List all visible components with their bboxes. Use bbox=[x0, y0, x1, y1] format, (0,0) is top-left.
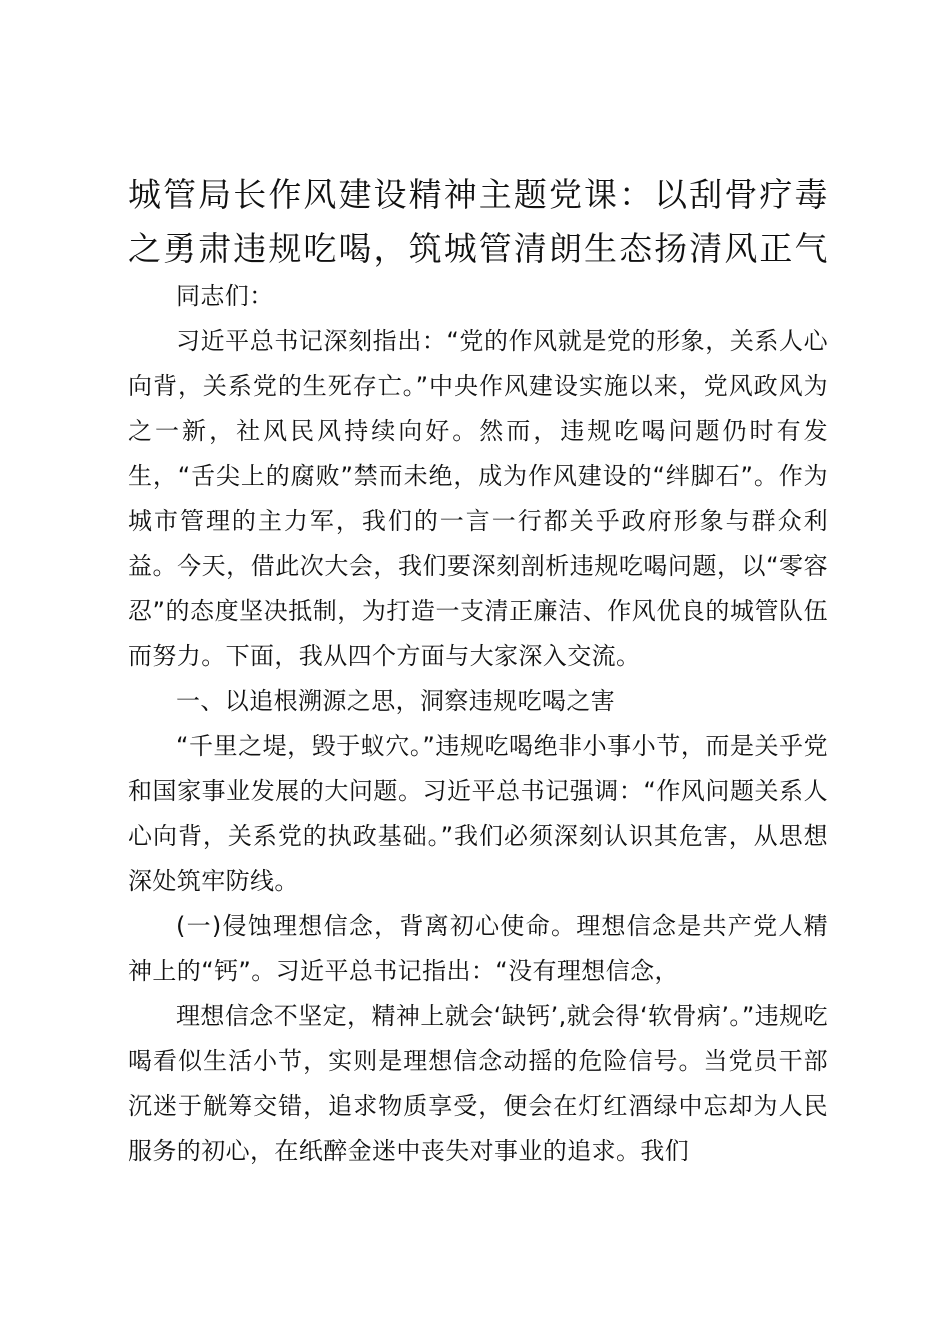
continuation-paragraph: 理想信念不坚定，精神上就会‘缺钙’,就会得‘软骨病’。”违规吃喝看似生活小节，实则是理想信念动摇的危险信号。当党员干部沉迷于觥筹交错，追求物质享受，便会在灯红酒绿中忘却为人民服务的初心，在纸醉金迷中丧失对事业的追求。我们 bbox=[128, 1002, 828, 1165]
section-intro-paragraph: “千里之堤，毁于蚁穴。”违规吃喝绝非小事小节，而是关乎党和国家事业发展的大问题。习近平总书记强调：“作风问题关系人心向背，关系党的执政基础。”我们必须深刻认识其危害，从思想深处筑牢防线。 bbox=[128, 732, 828, 895]
document-title: 城管局长作风建设精神主题党课：以刮骨疗毒之勇肃违规吃喝，筑城管清朗生态扬清风正气 bbox=[128, 175, 828, 268]
subsection-paragraph: (一)侵蚀理想信念，背离初心使命。理想信念是共产党人精神上的“钙”。习近平总书记指出：“没有理想信念， bbox=[128, 912, 828, 985]
document-body bbox=[128, 274, 828, 1174]
salutation-paragraph: 同志们： bbox=[176, 282, 274, 310]
intro-paragraph: 习近平总书记深刻指出：“党的作风就是党的形象，关系人心向背，关系党的生死存亡。”中央作风建设实施以来，党风政风为之一新，社风民风持续向好。然而，违规吃喝问题仍时有发生，“舌尖上的腐败”禁而未绝，成为作风建设的“绊脚石”。作为城市管理的主力军，我们的一言一行都关乎政府形象与群众利益。今天，借此次大会，我们要深刻剖析违规吃喝问题，以“零容忍”的态度坚决抵制，为打造一支清正廉洁、作风优良的城管队伍而努力。下面，我从四个方面与大家深入交流。 bbox=[128, 327, 828, 670]
section-heading: 一、以追根溯源之思，洞察违规吃喝之害 bbox=[176, 687, 616, 715]
